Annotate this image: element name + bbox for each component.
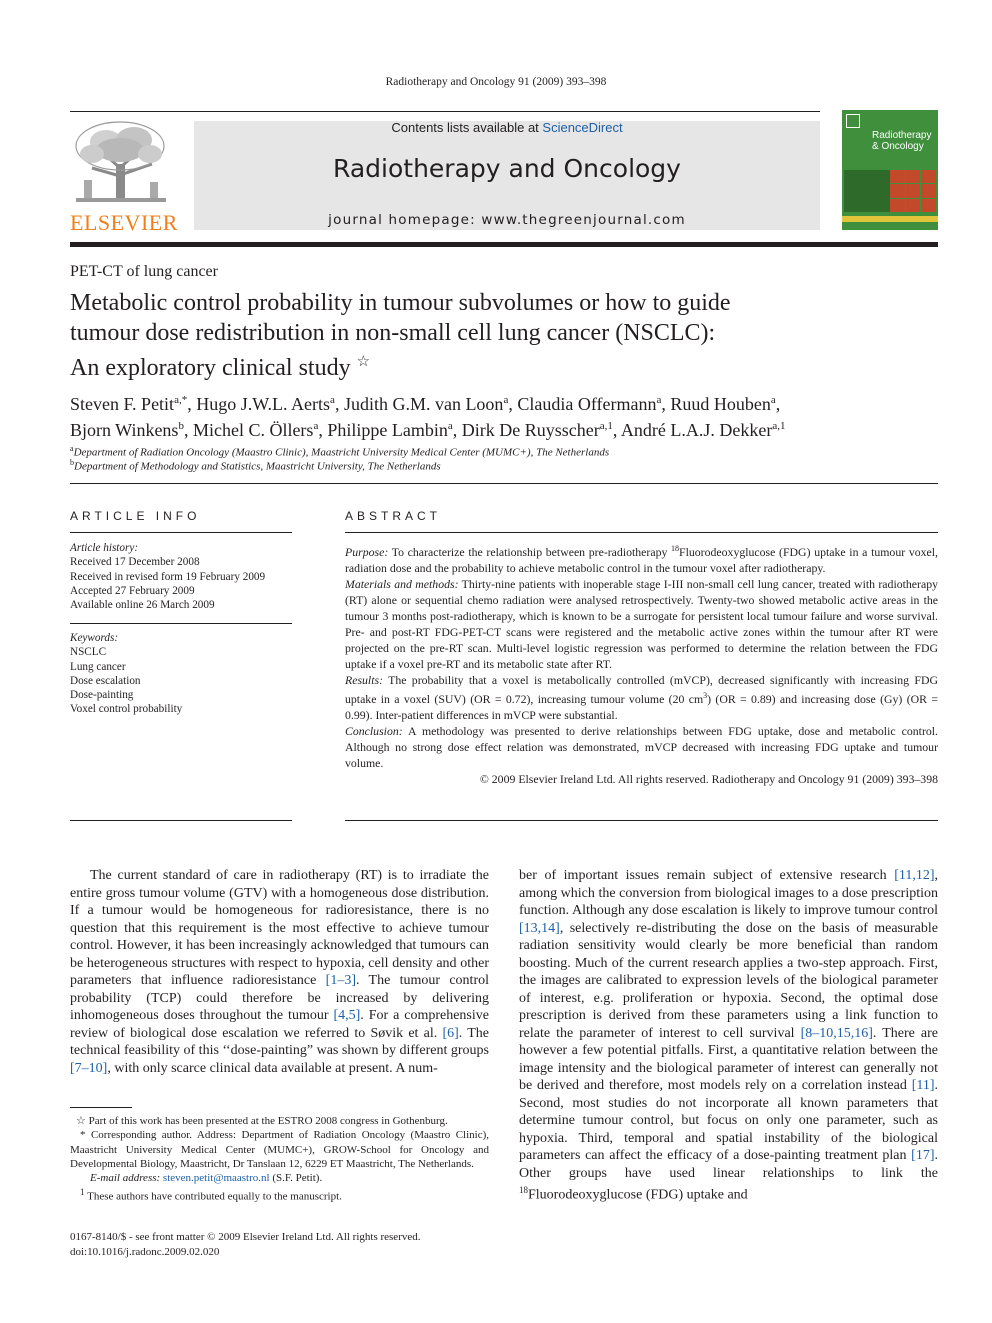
citation-link[interactable]: [1–3] xyxy=(325,973,356,988)
elsevier-tree-icon xyxy=(70,120,172,208)
abstract-body xyxy=(345,541,938,787)
running-head: Radiotherapy and Oncology 91 (2009) 393–398 xyxy=(385,76,607,88)
cover-title xyxy=(872,130,931,152)
body-column-left xyxy=(70,867,489,1077)
title-line-1: Metabolic control probability in tumour subvolumes or how to guide xyxy=(70,290,731,316)
footnote-one-mark: 1 xyxy=(80,1187,85,1198)
front-matter-info xyxy=(70,1230,421,1259)
body-text: . The technical feasibility of this ‘‘dose-painting” was shown by different groups xyxy=(70,1025,489,1058)
author-name[interactable]: Bjorn Winkens xyxy=(70,420,179,440)
author-affil-mark[interactable]: a,1 xyxy=(772,420,786,432)
history-revised: Received in revised form 19 February 2009 xyxy=(70,570,266,583)
affiliation-a xyxy=(70,444,770,459)
footnote-one-text: These authors have contributed equally to the manuscript. xyxy=(84,1191,342,1204)
header-divider xyxy=(70,483,938,484)
email-label: E-mail address: xyxy=(90,1172,161,1185)
history-accepted: Accepted 27 February 2009 xyxy=(70,584,195,597)
footnote-corr-mark: * xyxy=(80,1129,86,1142)
author-name[interactable]: Ruud Houben xyxy=(670,394,771,414)
body-text: . For a comprehensive review of biological dose escalation we referred to Søvik et al. xyxy=(70,1008,489,1041)
elsevier-wordmark: ELSEVIER xyxy=(70,210,178,235)
author-name[interactable]: Dirk De Ruysscher xyxy=(461,420,600,440)
body-text: , with only scarce clinical data available at present. A num- xyxy=(107,1060,438,1076)
author-affil-mark[interactable]: a xyxy=(770,394,776,406)
citation-link[interactable]: [6] xyxy=(442,1025,459,1041)
author-affil-mark[interactable]: a,1 xyxy=(599,420,613,432)
cover-title-line-2: & Oncology xyxy=(872,141,924,152)
author-name[interactable]: Steven F. Petit xyxy=(70,394,175,414)
results-label: Results: xyxy=(345,672,384,687)
footnote-equal-contribution xyxy=(70,1185,489,1204)
article-history xyxy=(70,541,292,612)
body-text: . Second, most studies do not incorporate all known parameters that determine tumour control, but focus on only one parameter, such as hypoxia. Third, temporal and spatial instability of the biological parameters can affect the efficacy of a dose-painting treatment plan xyxy=(519,1078,938,1163)
article-title xyxy=(70,289,890,384)
footnote-rule xyxy=(70,1107,132,1108)
body-text: , selectively re-distributing the dose on the basis of measurable radiation sensitivity would clearly be more beneficial than random boosting. Much of the current research applies a two-step approach. First, the images are calibrated to expression levels of the biological parameter of interest, e.g. proliferation or hypoxia. Second, the optimal dose prescription is derived from these parameters using a link function to relate the parameter of interest to cell survival xyxy=(519,920,938,1041)
cover-text-block xyxy=(844,170,890,212)
abstract-results xyxy=(345,672,938,723)
footnote-star-text: Part of this work has been presented at the ESTRO 2008 congress in Gothenburg. xyxy=(85,1115,448,1127)
cover-logo-icon xyxy=(846,114,860,128)
journal-homepage[interactable]: journal homepage: www.thegreenjournal.com xyxy=(328,212,686,228)
keywords-rule xyxy=(70,623,292,624)
title-line-3: An exploratory clinical study xyxy=(70,355,351,381)
history-online: Available online 26 March 2009 xyxy=(70,599,215,612)
cover-band xyxy=(842,216,938,222)
footnote-star-mark: ☆ xyxy=(76,1115,86,1127)
body-text: . There are however a few potential pitfalls. First, a quantitative relation between the image intensity and the biological parameter of interest can generally not be derived and therefore, most models rely on a correlation instead xyxy=(519,1025,938,1093)
footnote-corresponding xyxy=(70,1128,489,1171)
citation-link[interactable]: [17] xyxy=(911,1148,935,1163)
citation-link[interactable]: [7–10] xyxy=(70,1060,108,1076)
history-received: Received 17 December 2008 xyxy=(70,556,200,569)
citation-link[interactable]: [11,12] xyxy=(894,868,935,883)
body-column-right xyxy=(519,867,938,1204)
elsevier-logo[interactable] xyxy=(70,120,178,236)
purpose-text-cont: Fluorodeoxyglucose (FDG) uptake in a tumour voxel, radiation dose and the probability to achieve metabolic control in the tumour voxel after radiotherapy. xyxy=(345,544,938,575)
abstract-conclusion xyxy=(345,723,938,771)
masthead-bottom-rule xyxy=(70,242,938,247)
body-text: The current standard of care in radiotherapy (RT) is to irradiate the entire gross tumour volume (GTV) with a homogeneous dose distribution. If a tumour would be homogeneous for radioresistance, there is no question that this requirement is the most effective to achieve tumour control. However, it has been increasingly acknowledged that tumours can be heterogeneous structures with respect to hypoxia, cell density and other parameters that influence radioresistance xyxy=(70,868,489,988)
body-text: , among which the conversion from biological images to a dose prescription function. Although any dose escalation is likely to improve tumour control xyxy=(519,868,938,918)
article-info-rule xyxy=(70,532,292,533)
results-text-cont: ) (OR = 0.89) and increasing dose (Gy) (OR = 0.99). Inter-patient differences in mVCP were substantial. xyxy=(345,691,938,722)
citation-link[interactable]: [4,5] xyxy=(333,1008,361,1023)
methods-label: Materials and methods: xyxy=(345,576,459,591)
author-affil-mark[interactable]: a,* xyxy=(174,394,188,406)
abstract-rule xyxy=(345,532,938,533)
affiliation-text: Department of Radiation Oncology (Maastro Clinic), Maastricht University Medical Center (MUMC+), The Netherlands xyxy=(73,446,610,459)
footnotes xyxy=(70,1114,489,1204)
keyword[interactable]: Dose-painting xyxy=(70,689,134,702)
purpose-label: Purpose: xyxy=(345,544,389,559)
affiliation-mark: a xyxy=(70,444,74,453)
abstract-copyright: © 2009 Elsevier Ireland Ltd. All rights reserved. Radiotherapy and Oncology 91 (2009) 393–398 xyxy=(479,771,938,786)
citation-link[interactable]: [13,14] xyxy=(519,920,560,936)
body-text: ber of important issues remain subject of extensive research xyxy=(519,868,895,883)
article-info-bottom-rule xyxy=(70,820,292,821)
methods-text: Thirty-nine patients with inoperable stage I-III non-small cell lung cancer, treated with radiotherapy (RT) alone or sequential chemo radiation were analysed retrospectively. Twenty-two showed metabolic active areas in the tumour 3 months post-radiotherapy, which is known to be a surrogate for persistent local tumour failure and worse survival. Pre- and post-RT FDG-PET-CT scans were registered and the metabolic active zones within the tumour after RT were projected on the pre-RT scan. Multi-level logistic regression was performed to determine the relation between the FDG uptake if a voxel pre-RT and its metabolic state after RT. xyxy=(345,576,938,671)
keyword[interactable]: Lung cancer xyxy=(70,660,126,673)
author-name[interactable]: André L.A.J. Dekker xyxy=(620,420,773,440)
keywords-block xyxy=(70,631,292,717)
author-affil-mark[interactable]: a xyxy=(330,394,335,406)
email-suffix: (S.F. Petit). xyxy=(269,1172,323,1185)
affiliation-text: Department of Methodology and Statistics, Maastricht University, The Netherlands xyxy=(74,460,441,473)
contents-prefix: Contents lists available at xyxy=(391,120,543,135)
author-list: Steven F. Petit$^{a,*}$, Hugo J.W.L. Aerts$^a$, Judith G.M. van Loon$^a$, Claudia Offermann$^a$, Ruud Houben$^a$, Bjorn Winkens$^b$, Michel C. Öllers$^a$, Philippe Lambin$^a$, Dirk De Ruysscher$^{a,1}$, André L.A.J. Dekker$^{a,1}$ xyxy=(70,394,786,440)
citation-link[interactable]: [11] xyxy=(911,1078,935,1093)
footnote-email xyxy=(70,1171,489,1185)
footnote-corr-text: Corresponding author. Address: Department of Radiation Oncology (Maastro Clinic), Maastricht University Medical Center (MUMC+), GROW-School for Oncology and Developmental Biology, Maastricht, Dr Tanslaan 12, 6229 ET Maastricht, The Netherlands. xyxy=(70,1129,489,1170)
results-unit-sup: 3 xyxy=(703,690,708,700)
author-affil-mark[interactable]: a xyxy=(656,394,662,406)
author-affil-mark[interactable]: a xyxy=(313,420,319,432)
affiliation-b xyxy=(70,458,770,473)
author-name[interactable]: Judith G.M. van Loon xyxy=(343,394,504,414)
conclusion-text: A methodology was presented to derive relationships between FDG uptake, dose and metabolic control. Although no strong dose effect relation was demonstrated, mVCP decreased with increasing FDG uptake and tumour volume. xyxy=(345,723,938,770)
purpose-isotope-sup: 18 xyxy=(671,544,680,553)
journal-name: Radiotherapy and Oncology xyxy=(333,154,681,183)
doi-line[interactable]: doi:10.1016/j.radonc.2009.02.020 xyxy=(70,1245,220,1258)
author-name[interactable]: Hugo J.W.L. Aerts xyxy=(196,394,331,414)
citation-link[interactable]: [8–10,15,16] xyxy=(800,1025,873,1041)
cover-image-grid xyxy=(890,170,936,212)
contents-line xyxy=(194,120,820,135)
results-text: The probability that a voxel is metabolically controlled (mVCP), decreased significantly with increasing FDG uptake in a voxel (SUV) (OR = 0.72), increasing tumour volume (20 cm xyxy=(345,672,938,706)
issn-line: 0167-8140/$ - see front matter © 2009 Elsevier Ireland Ltd. All rights reserved. xyxy=(70,1231,421,1243)
body-paragraph xyxy=(519,867,938,1204)
article-section: PET-CT of lung cancer xyxy=(70,263,218,280)
author-name[interactable]: Claudia Offermann xyxy=(517,394,657,414)
keyword[interactable]: Dose escalation xyxy=(70,674,141,687)
author-affil-mark[interactable]: a xyxy=(503,394,509,406)
body-paragraph xyxy=(70,867,489,1077)
title-line-2: tumour dose redistribution in non-small cell lung cancer (NSCLC): xyxy=(70,319,716,346)
keyword[interactable]: NSCLC xyxy=(70,646,107,659)
abstract-methods xyxy=(345,576,938,672)
abstract-purpose xyxy=(345,541,938,576)
author-name[interactable]: Philippe Lambin xyxy=(327,420,448,440)
abstract-bottom-rule xyxy=(345,820,938,821)
body-text: . Other groups have used linear relationships to link the xyxy=(519,1148,938,1181)
cover-title-line-1: Radiotherapy xyxy=(872,130,932,141)
keywords-label: Keywords: xyxy=(70,632,119,644)
author-affil-mark[interactable]: b xyxy=(178,420,184,432)
title-footnote-star[interactable]: ☆ xyxy=(356,354,371,370)
article-history-label: Article history: xyxy=(70,542,139,554)
journal-cover-thumbnail[interactable] xyxy=(842,110,938,230)
footnote-star xyxy=(70,1114,489,1128)
abstract-heading: ABSTRACT xyxy=(345,509,442,523)
article-info-heading: ARTICLE INFO xyxy=(70,509,201,523)
keyword[interactable]: Voxel control probability xyxy=(70,703,183,716)
body-text: Fluorodeoxyglucose (FDG) uptake and xyxy=(528,1187,748,1203)
author-name[interactable]: Michel C. Öllers xyxy=(192,420,314,440)
isotope-sup: 18 xyxy=(519,1185,528,1195)
author-affil-mark[interactable]: a xyxy=(447,420,453,432)
affiliation-mark: b xyxy=(70,458,74,467)
body-text: . The tumour control probability (TCP) could therefore be increased by delivering inhomogeneous doses throughout the tumour xyxy=(70,973,489,1023)
conclusion-label: Conclusion: xyxy=(345,723,403,738)
sciencedirect-link[interactable]: ScienceDirect xyxy=(542,120,623,135)
masthead-top-rule xyxy=(70,111,820,112)
purpose-text: To characterize the relationship between pre-radiotherapy xyxy=(388,544,672,559)
email-link[interactable]: steven.petit@maastro.nl xyxy=(162,1172,270,1185)
